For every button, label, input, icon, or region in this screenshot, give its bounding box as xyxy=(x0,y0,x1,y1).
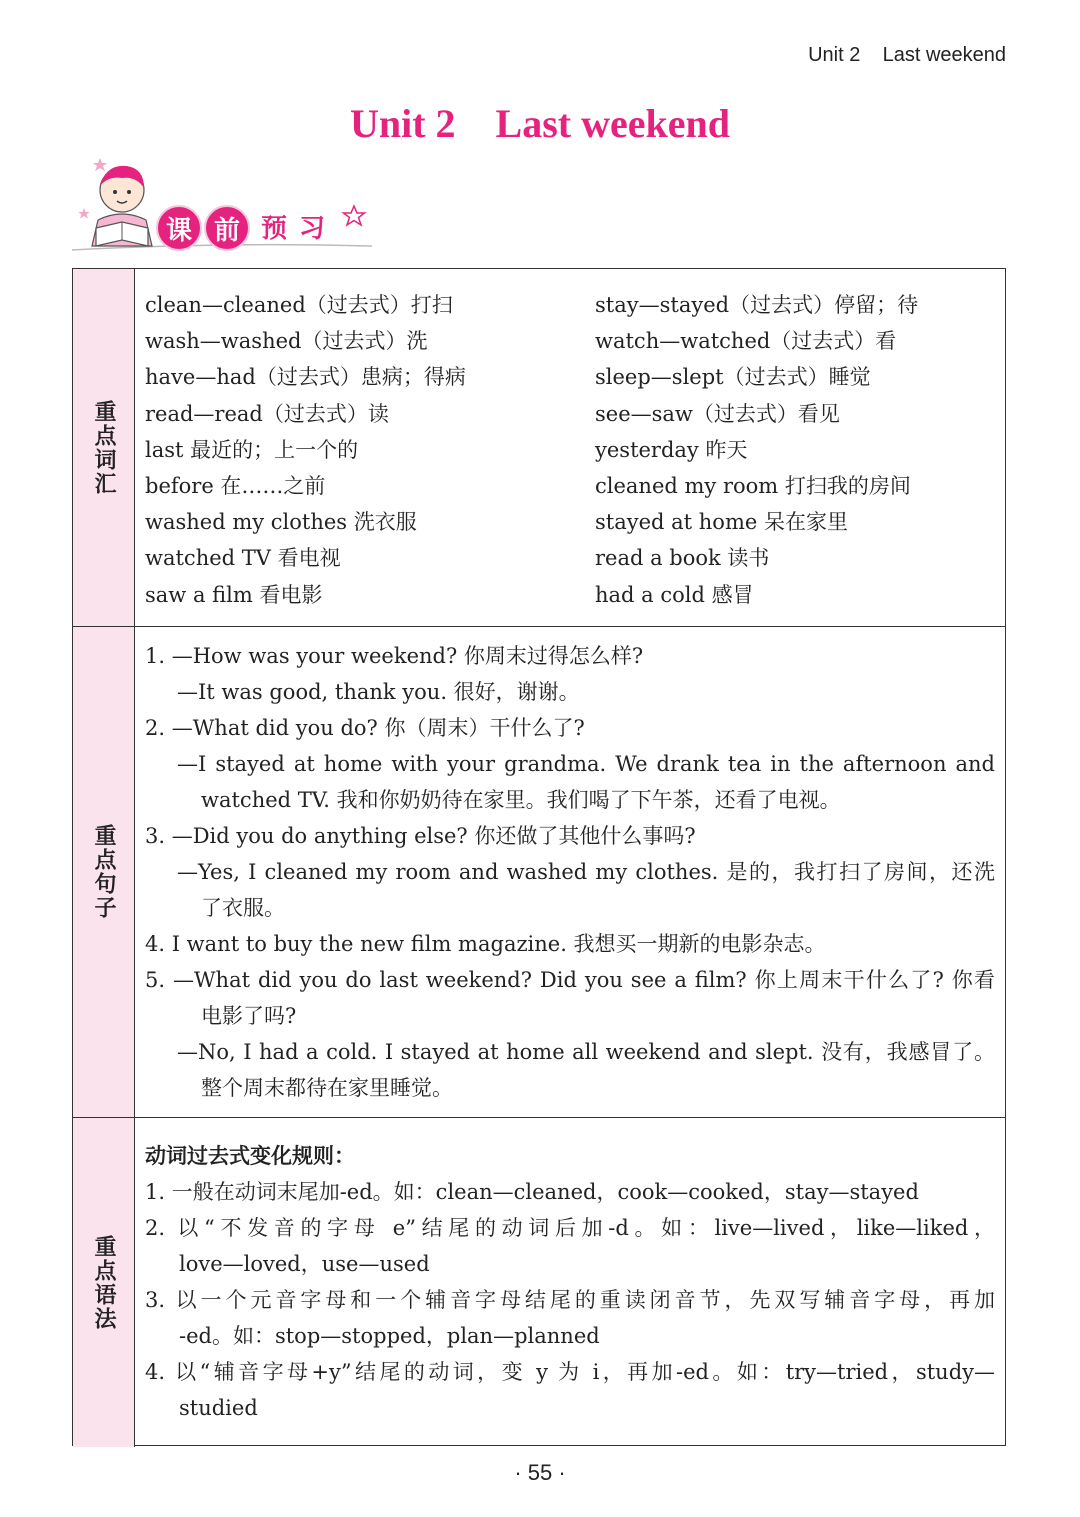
grammar-content xyxy=(145,1118,995,1447)
vocab-item: wash—washed（过去式）洗 xyxy=(145,329,428,354)
vocab-item: before 在……之前 xyxy=(145,473,326,498)
vocab-label: 重点词汇 xyxy=(91,399,116,496)
grammar-line: 1. 一般在动词末尾加-ed。如：clean—cleaned，cook—cooked，stay—stayed xyxy=(145,1180,919,1204)
page-number: · 55 · xyxy=(514,1460,566,1485)
grammar-section xyxy=(73,1118,1005,1447)
vocab-item: have—had（过去式）患病；得病 xyxy=(145,365,466,390)
vocab-label-cell xyxy=(73,269,135,626)
star-icon xyxy=(79,208,90,219)
sentences-section xyxy=(73,627,1005,1118)
vocab-item: washed my clothes 洗衣服 xyxy=(145,510,417,535)
sentence-line: 2. —What did you do? 你（周末）干什么了? xyxy=(145,716,585,740)
grammar-heading: 动词过去式变化规则： xyxy=(145,1144,355,1168)
sentence-line: 1. —How was your weekend? 你周末过得怎么样? xyxy=(145,644,644,668)
sentence-line: 整个周末都待在家里睡觉。 xyxy=(201,1076,453,1100)
grammar-line: love—loved，use—used xyxy=(179,1252,430,1276)
vocab-item: stay—stayed（过去式）停留；待 xyxy=(595,293,919,317)
grammar-line: -ed。如：stop—stopped，plan—planned xyxy=(179,1324,600,1348)
vocab-right-column xyxy=(595,287,1025,613)
vocab-item: see—saw（过去式）看见 xyxy=(595,401,840,426)
grammar-line: 4. 以“辅音字母+y”结尾的动词，变 y 为 i，再加-ed。如：try—tried，study— xyxy=(145,1360,995,1384)
vocab-content xyxy=(145,269,995,626)
page-title: Unit 2 Last weekend xyxy=(349,101,731,146)
grammar-line: studied xyxy=(179,1396,258,1420)
sentence-line: —No, I had a cold. I stayed at home all weekend and slept. 没有，我感冒了。 xyxy=(177,1040,995,1064)
vocab-item: last 最近的；上一个的 xyxy=(145,437,359,462)
sentence-line: 3. —Did you do anything else? 你还做了其他什么事吗? xyxy=(145,824,696,848)
sentence-line: watched TV. 我和你奶奶待在家里。我们喝了下午茶，还看了电视。 xyxy=(201,788,841,812)
banner-badge-3: 预 xyxy=(260,213,287,244)
vocab-item: watched TV 看电视 xyxy=(145,546,341,571)
banner-badge-4: 习 xyxy=(298,213,325,244)
sentence-line: 电影了吗? xyxy=(201,1004,297,1028)
vocab-item: clean—cleaned（过去式）打扫 xyxy=(145,293,453,317)
vocab-left-column xyxy=(145,287,575,613)
vocab-item: had a cold 感冒 xyxy=(595,582,754,607)
grammar-label-cell xyxy=(73,1118,135,1447)
vocab-item: stayed at home 呆在家里 xyxy=(595,510,848,535)
sentence-line: —I stayed at home with your grandma. We drank tea in the afternoon and xyxy=(177,752,995,776)
vocab-section xyxy=(73,269,1005,627)
vocab-item: sleep—slept（过去式）睡觉 xyxy=(595,365,871,390)
sentence-line: 5. —What did you do last weekend? Did you see a film? 你上周末干什么了? 你看 xyxy=(145,968,995,992)
sentences-content xyxy=(145,627,995,1117)
vocab-item: saw a film 看电影 xyxy=(145,582,323,607)
star-icon xyxy=(93,158,107,171)
sentence-line: —Yes, I cleaned my room and washed my clothes. 是的，我打扫了房间，还洗 xyxy=(177,860,995,884)
sentences-label-cell xyxy=(73,627,135,1117)
vocab-item: read a book 读书 xyxy=(595,546,770,571)
grammar-line: 3. 以一个元音字母和一个辅音字母结尾的重读闭音节，先双写辅音字母，再加 xyxy=(145,1288,995,1312)
sentence-line: —It was good, thank you. 很好，谢谢。 xyxy=(177,680,580,704)
star-icon xyxy=(344,206,365,225)
running-head: Unit 2 Last weekend xyxy=(808,44,1006,66)
grammar-label: 重点语法 xyxy=(91,1234,116,1331)
vocab-item: read—read（过去式）读 xyxy=(145,401,389,426)
sentence-line: 4. I want to buy the new film magazine. 我想买一期新的电影杂志。 xyxy=(145,932,826,956)
sentence-line: 了衣服。 xyxy=(201,896,285,920)
preview-table xyxy=(72,268,1006,1446)
sentences-label: 重点句子 xyxy=(91,824,116,920)
vocab-item: cleaned my room 打扫我的房间 xyxy=(595,473,911,498)
vocab-item: watch—watched（过去式）看 xyxy=(595,329,897,354)
vocab-item: yesterday 昨天 xyxy=(595,437,748,462)
banner-badge-1: 课 xyxy=(156,205,202,251)
grammar-line: 2. 以“不发音的字母 e”结尾的动词后加-d。如：live—lived，like—liked， xyxy=(145,1216,995,1240)
banner-badge-2: 前 xyxy=(204,205,250,251)
